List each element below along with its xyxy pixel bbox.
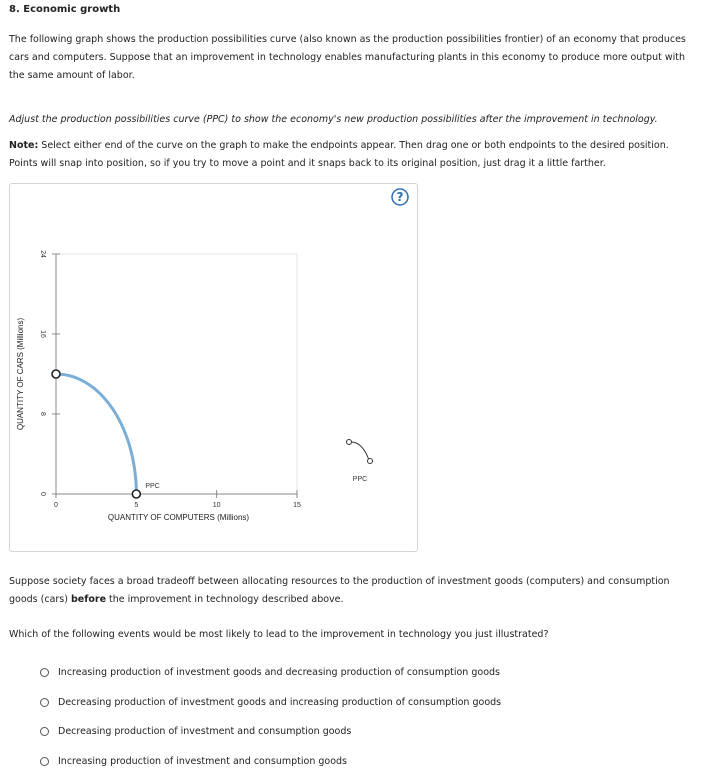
- question-text: Which of the following events would be most likely to lead to the improvement in technology you just illustrated?: [9, 626, 697, 644]
- ppc-curve-label: PPC: [145, 483, 159, 490]
- intro-text: The following graph shows the production possibilities curve (also known as the production possibilities frontier) of an economy that produces cars and computers. Suppose that an improvement in technology enables manufacturing plants in this economy to produce more output with the same amount of labor.: [9, 31, 697, 85]
- radio-button[interactable]: [40, 668, 49, 677]
- radio-button[interactable]: [40, 698, 49, 707]
- radio-button[interactable]: [40, 757, 49, 766]
- answer-option-label: Increasing production of investment and consumption goods: [58, 756, 347, 767]
- ppc-legend-start-icon: [347, 440, 352, 445]
- ppc-legend-end-icon: [368, 459, 373, 464]
- x-tick-label: 5: [134, 502, 138, 509]
- help-label: ?: [397, 190, 404, 204]
- ppc-legend-curve-icon: [350, 442, 369, 460]
- ppc-curve[interactable]: [56, 374, 136, 494]
- answer-option[interactable]: [40, 747, 501, 776]
- answer-option[interactable]: [40, 717, 501, 747]
- tradeoff-post: the improvement in technology described above.: [106, 594, 344, 605]
- ppc-endpoint-x[interactable]: [132, 490, 140, 498]
- grid-lines: [56, 254, 297, 494]
- x-tick-label: 0: [54, 502, 58, 509]
- answer-option[interactable]: [40, 688, 501, 718]
- note-label: Note:: [9, 140, 38, 151]
- y-tick-label: 16: [39, 330, 46, 338]
- x-tick-label: 10: [213, 502, 221, 509]
- ppc-legend-tool[interactable]: [347, 440, 373, 484]
- ppc-endpoint-y[interactable]: [52, 370, 60, 378]
- instruction-text: Adjust the production possibilities curve (PPC) to show the economy's new production possibilities after the improvement in technology.: [9, 111, 697, 129]
- x-axis-label: QUANTITY OF COMPUTERS (Millions): [108, 513, 250, 522]
- answer-option-label: Decreasing production of investment goods and increasing production of consumption goods: [58, 697, 501, 708]
- radio-button[interactable]: [40, 727, 49, 736]
- tradeoff-pre: Suppose society faces a broad tradeoff between allocating resources to the production of investment goods (computers) and consumption goods (cars): [9, 576, 670, 605]
- answer-option-label: Increasing production of investment goods and decreasing production of consumption goods: [58, 667, 500, 678]
- y-tick-label: 24: [39, 250, 46, 258]
- tradeoff-text: [9, 573, 697, 609]
- answer-option-label: Decreasing production of investment and consumption goods: [58, 726, 351, 737]
- note-text: [9, 137, 697, 173]
- page-title: 8. Economic growth: [9, 4, 120, 15]
- ppc-legend-label: PPC: [353, 476, 367, 483]
- answer-option[interactable]: [40, 658, 501, 688]
- answer-options: [40, 658, 501, 776]
- axes: [52, 254, 297, 498]
- tradeoff-bold: before: [71, 594, 106, 605]
- y-tick-label: 8: [39, 412, 46, 416]
- ppc-graph[interactable]: [0, 183, 420, 553]
- note-body: Select either end of the curve on the graph to make the endpoints appear. Then drag one or both endpoints to the desired position. Points will snap into position, so if you try to move a point and it snaps back to its original position, just drag it a little farther.: [9, 140, 669, 169]
- y-axis-label: QUANTITY OF CARS (Millions): [16, 318, 25, 431]
- x-tick-label: 15: [293, 502, 301, 509]
- y-tick-label: 0: [39, 492, 46, 496]
